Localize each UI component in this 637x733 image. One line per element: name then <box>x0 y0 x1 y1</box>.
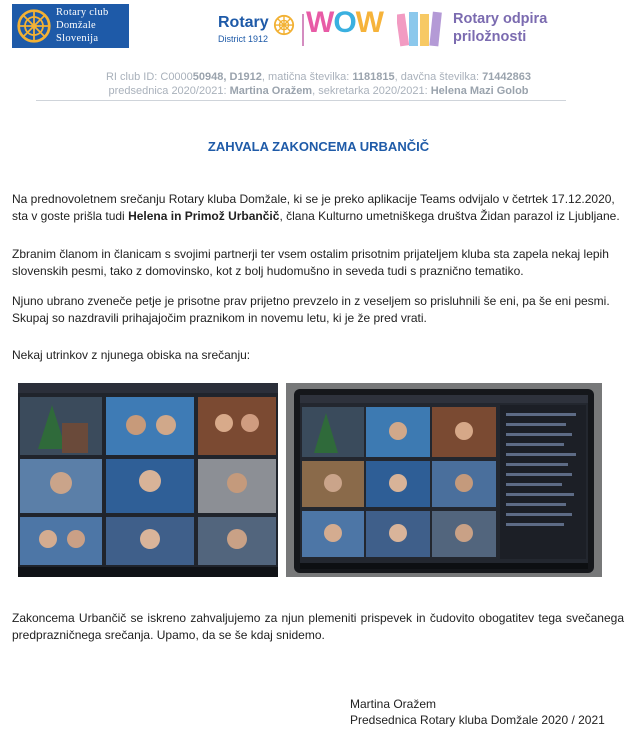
paragraph-1-text-b: , člana Kulturno umetniškega društva Židan parazol iz Ljubljane. <box>279 209 620 223</box>
header-divider <box>36 100 566 101</box>
club-logo-line3: Slovenija <box>56 33 99 44</box>
club-info-line2 <box>0 85 637 97</box>
club-id-prefix: RI club ID: C0000 <box>105 71 193 83</box>
club-logo-line2: Domžale <box>56 20 96 31</box>
signature-name: Martina Oražem <box>350 697 437 711</box>
meeting-photo-1 <box>18 383 278 577</box>
davcna-label: , davčna številka: <box>394 71 483 83</box>
header-separator <box>302 14 304 46</box>
signature-role: Predsednica Rotary kluba Domžale 2020 / 2021 <box>350 713 605 727</box>
wow-letter-2: O <box>333 6 356 39</box>
paragraph-1-text-a: Na prednovoletnem srečanju Rotary kluba Domžale, ki se je preko aplikacije Teams odvijalo v četrtek 17.12.2020, sta v goste prišla tudi <box>12 192 615 223</box>
club-logo <box>12 4 129 48</box>
books-icon <box>397 10 445 48</box>
wow-letter-1: W <box>306 6 334 39</box>
davcna-number: 71442863 <box>482 71 532 83</box>
paragraph-3: Njuno ubrano zveneče petje je prisotne prav prijetno prevzelo in z veseljem so prisluhnili še eni, pa še eni pesmi. Skupaj so nazdravili prihajajočim praznikom in novemu letu, ki je že pred vrati. <box>12 294 610 325</box>
odpira-line2: priložnosti <box>453 29 527 45</box>
rotary-odpira-logo <box>397 8 557 50</box>
wow-letter-3: W <box>355 6 383 39</box>
rotary-district-logo <box>216 12 298 48</box>
paragraph-4: Nekaj utrinkov z njunega obiska na srečanju: <box>12 348 251 362</box>
president-label: predsednica 2020/2021: <box>108 85 230 97</box>
paragraph-1 <box>12 191 624 225</box>
paragraph-5: Zakoncema Urbančič se iskreno zahvaljujemo za njun plemeniti prispevek in čudovito obogatitev tega svečanega predprazničnega srečanja. Upamo, da se še kdaj snidemo. <box>12 611 624 642</box>
paragraph-2: Zbranim članom in članicam s svojimi partnerji ter vsem ostalim prisotnim prijateljem kluba sta zapela nekaj lepih slovenskih pesmi, tako z domovinsko, kot z bolj hudomušno in seveda tudi s praznično tematiko. <box>12 247 609 278</box>
club-id: 50948, D1912 <box>192 71 262 83</box>
secretary-name: Helena Mazi Golob <box>430 85 529 97</box>
club-logo-line1: Rotary club <box>56 7 109 18</box>
wow-logo <box>306 6 383 40</box>
maticna-number: 1181815 <box>352 71 395 83</box>
president-name: Martina Oražem <box>229 85 313 97</box>
page-title: ZAHVALA ZAKONCEMA URBANČIČ <box>207 139 430 154</box>
rotary-district-number: District 1912 <box>218 34 269 44</box>
rotary-wheel-icon <box>273 14 295 36</box>
meeting-photo-2 <box>286 383 602 577</box>
club-info-line1 <box>0 71 637 83</box>
guest-names: Helena in Primož Urbančič <box>128 209 280 223</box>
secretary-label: , sekretarka 2020/2021: <box>312 85 431 97</box>
rotary-district-name: Rotary <box>218 14 269 31</box>
odpira-line1: Rotary odpira <box>453 11 548 27</box>
rotary-wheel-icon <box>16 8 52 44</box>
maticna-label: , matična številka: <box>261 71 353 83</box>
